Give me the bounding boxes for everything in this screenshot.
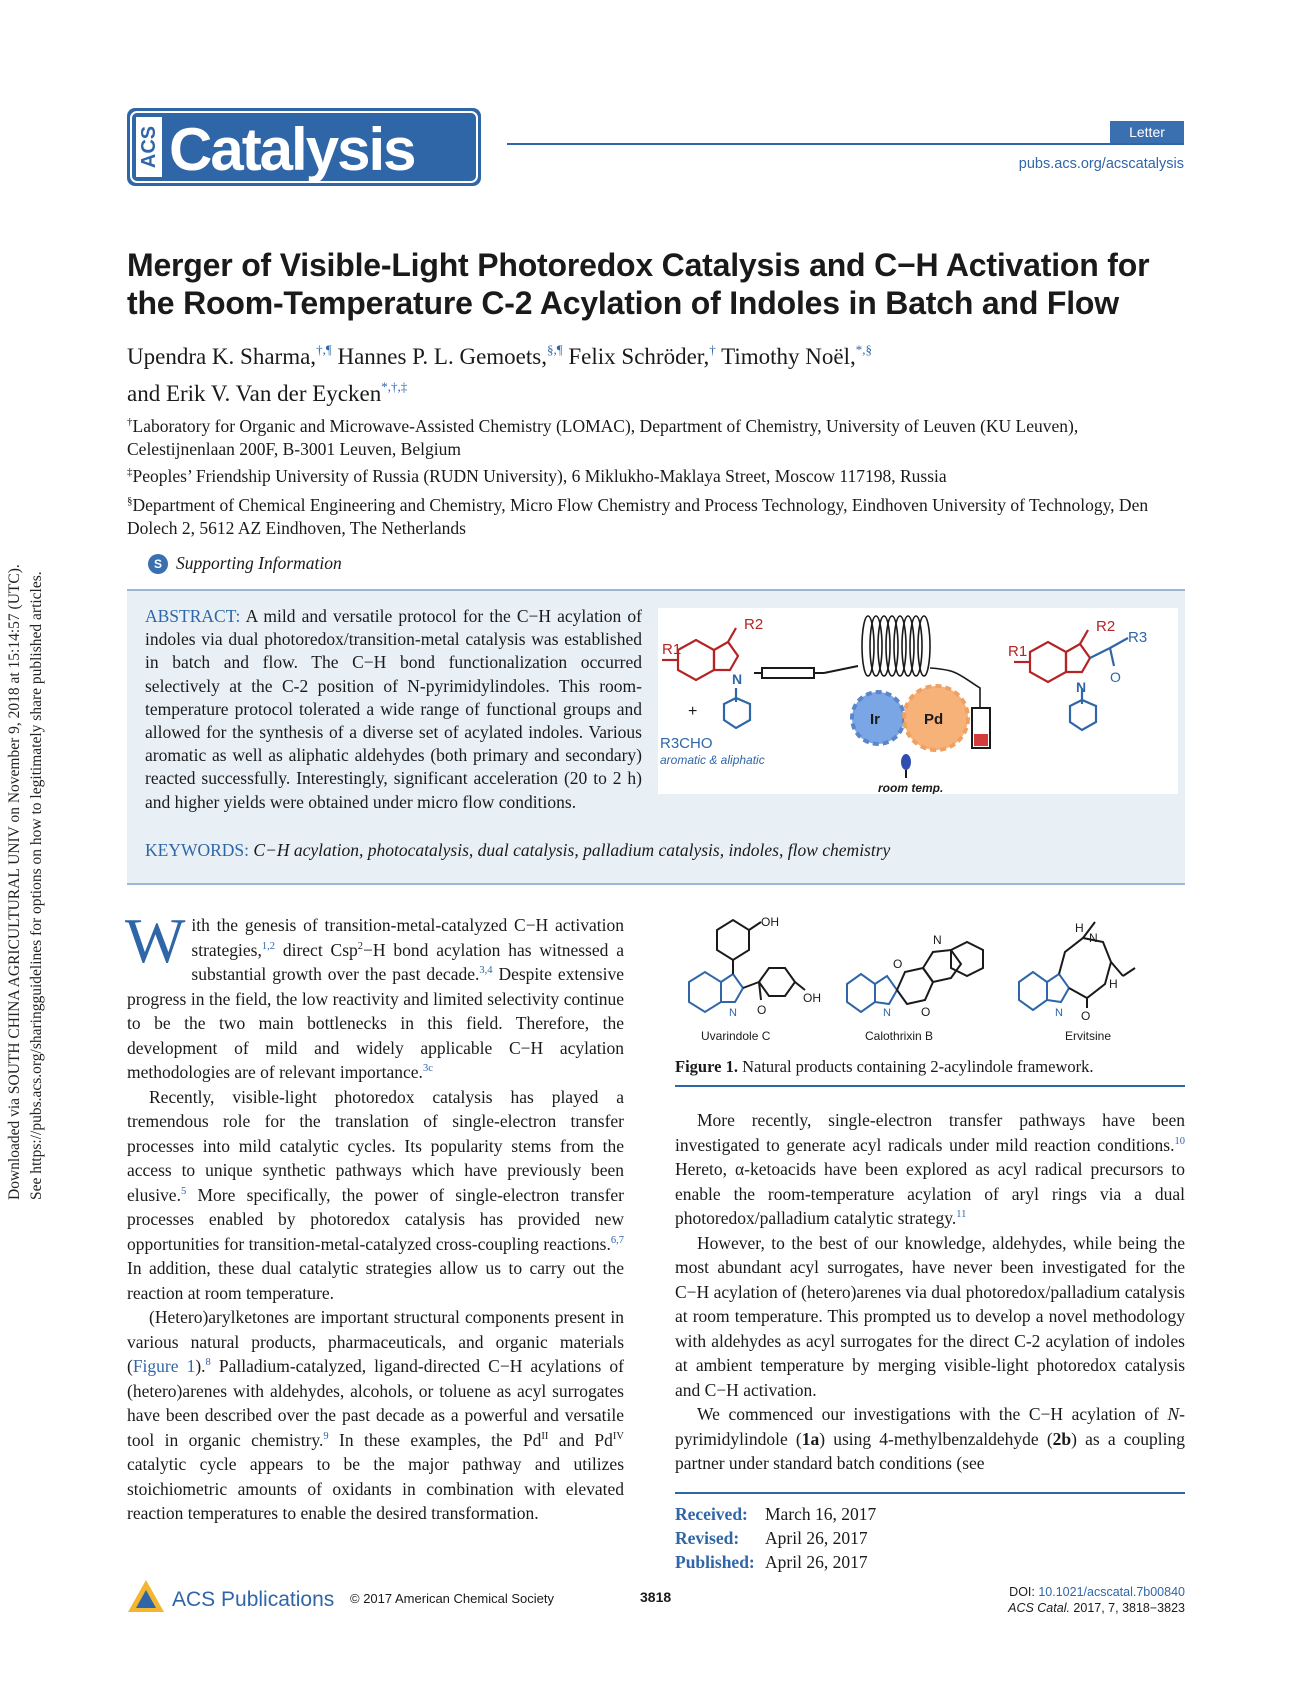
paragraph-text: −H bond acylation has witnessed a substantial growth over the past decade. (191, 939, 624, 984)
drop-cap: W (125, 905, 186, 976)
affiliation-text: Laboratory for Organic and Microwave-Assisted Chemistry (LOMAC), Department of Chemistry, University of Leuven (KU Leuven), Celestijnenlaan 200F, B-3001 Leuven, Belgium (127, 416, 1079, 459)
citation-journal: ACS Catal. (1008, 1601, 1070, 1615)
oh-label: OH (803, 991, 821, 1005)
citation-link[interactable]: 3c (422, 1063, 433, 1074)
paragraph-text: ) as a coupling partner under standard batch conditions (see (675, 1428, 1185, 1473)
paragraph-text: and Pd (548, 1429, 613, 1450)
author-affil-mark[interactable]: §,¶ (546, 342, 563, 357)
citation-link[interactable]: 8 (205, 1357, 211, 1368)
room-temp-label: room temp. (878, 781, 944, 794)
paragraph-text: ith the genesis of transition-metal-catalyzed C−H activation strategies, (191, 915, 624, 960)
author-name[interactable]: Timothy Noël, (721, 344, 856, 369)
logo-catalysis-text: Catalysis (169, 116, 415, 183)
abstract-label: ABSTRACT: (145, 606, 241, 626)
figure-caption-label: Figure 1. (675, 1057, 738, 1076)
ir-label: Ir (870, 711, 881, 728)
toc-graphic (658, 608, 1178, 794)
pyrimidine-ring (724, 688, 750, 728)
paragraph-text: ) using 4-methylbenzaldehyde ( (819, 1428, 1053, 1449)
logo-acs-text: ACS (138, 125, 160, 169)
paragraph-text: catalytic cycle appears to be the major pathway and utilizes stoichiometric amounts of oxidants in combination with elevated reaction temperatures to enable the desired transformation. (127, 1454, 624, 1523)
affiliation-mark: § (127, 495, 133, 507)
dates-rule (675, 1492, 1185, 1494)
affiliation-mark: † (127, 416, 133, 428)
product-n-label: N (1076, 679, 1087, 695)
download-notice-line2: See https://pubs.acs.org/sharingguidelines for options on how to legitimately share published articles. (28, 571, 45, 1200)
keywords-list: C−H acylation, photocatalysis, dual catalysis, palladium catalysis, indoles, flow chemistry (253, 840, 891, 860)
figure-1-caption (675, 1057, 1185, 1077)
supporting-info-link[interactable] (148, 553, 342, 574)
paragraph (125, 905, 624, 1085)
doi-label: DOI: (1009, 1585, 1039, 1599)
author-affil-mark[interactable]: *,†,‡ (381, 379, 408, 394)
pd-label: Pd (924, 711, 944, 728)
acs-publications-logo[interactable] (126, 1578, 336, 1618)
date-value: April 26, 2017 (765, 1528, 868, 1548)
nh-label: N (729, 1007, 737, 1019)
citation-link[interactable]: 3,4 (479, 965, 493, 976)
italic-text: N (1167, 1404, 1180, 1424)
download-notice (0, 0, 60, 1705)
abstract-body: A mild and versatile protocol for the C−H acylation of indoles via dual photoredox/transition-metal catalysis was established in batch and flow. The C−H bond functionalization occurred selectively at the C-2 position of N-pyrimidylindoles. This room-temperature protocol tolerated a wide range of functional groups and allowed for the synthesis of a diverse set of acylated indoles. Various aromatic as well as aliphatic aldehydes (both primary and secondary) reacted successfully. Interestingly, significant acceleration (20 to 2 h) and higher yields were obtained under micro flow conditions. (145, 606, 642, 812)
date-label: Revised: (675, 1528, 740, 1548)
keywords-label: KEYWORDS: (145, 840, 250, 860)
left-column (125, 905, 625, 1526)
superscript: II (541, 1430, 549, 1442)
r1-label: R1 (662, 641, 682, 658)
citation-link[interactable]: 1,2 (261, 940, 275, 952)
paragraph-text: Recently, visible-light photoredox catalysis has played a tremendous role for the translation of single-electron transfer processes into mild catalytic cycles. Its popularity stems from the access to unique synthetic pathways which have previously been elusive. (127, 1086, 624, 1205)
citation-link[interactable]: 6,7 (610, 1234, 624, 1246)
citation-link[interactable]: 10 (1174, 1135, 1185, 1147)
article-type-badge: Letter (1110, 121, 1184, 143)
collection-vial (972, 708, 990, 748)
paragraph-text: In addition, these dual catalytic strategies allow us to carry out the reaction at room temperature. (127, 1258, 624, 1303)
paragraph-text: Despite extensive progress in the field, the low reactivity and limited selectivity continue to be the two main bottlenecks in this field. Therefore, the development of mild and widely applicable C−H acylation methodologies are of relevant importance. (127, 964, 624, 1082)
plus-sign: + (688, 703, 698, 720)
h-label: H (1075, 921, 1084, 935)
page-number: 3818 (640, 1589, 672, 1605)
paragraph-text: Palladium-catalyzed, ligand-directed C−H acylations of (hetero)arenes with aldehydes, alcohols, or toluene as acyl surrogates have been described over the past decade as a powerful and versatile tool in organic chemistry. (127, 1356, 624, 1450)
supporting-info-label: Supporting Information (176, 553, 342, 573)
figure-link[interactable]: Figure 1 (132, 1356, 196, 1376)
doi-block (1008, 1584, 1185, 1616)
journal-logo[interactable] (127, 108, 481, 186)
product-r1-label: R1 (1008, 643, 1028, 660)
author-name[interactable]: Upendra K. Sharma, (127, 344, 317, 369)
date-row (675, 1526, 1185, 1550)
citation-info: 2017, 7, 3818−3823 (1069, 1601, 1185, 1615)
compound-name: Calothrixin B (865, 1029, 934, 1043)
supporting-info-icon: S (148, 554, 168, 574)
indole-n-label: N (732, 671, 743, 687)
compound-ref: 1a (801, 1428, 820, 1449)
download-notice-line1: Downloaded via SOUTH CHINA AGRICULTURAL UNIV on November 9, 2018 at 15:14:57 (UTC). (6, 564, 23, 1200)
keywords-row (145, 840, 1165, 861)
paragraph-text: More specifically, the power of single-electron transfer processes enabled by photoredox catalysis has provided new opportunities for transition-metal-catalyzed cross-coupling reactions. (127, 1184, 624, 1254)
paragraph (127, 1305, 624, 1526)
nh-label: N (883, 1007, 891, 1019)
abstract-text (145, 605, 642, 814)
date-label: Received: (675, 1504, 748, 1524)
affiliation (127, 461, 1187, 488)
product-r2-label: R2 (1096, 618, 1116, 635)
n-label: N (1089, 931, 1098, 945)
date-row (675, 1550, 1185, 1574)
aldehyde-note: aromatic & aliphatic (660, 753, 765, 767)
author-affil-mark[interactable]: † (709, 342, 716, 357)
citation-link[interactable]: 11 (956, 1209, 967, 1220)
paragraph (675, 1231, 1185, 1403)
article-title: Merger of Visible-Light Photoredox Catalysis and C−H Activation for the Room-Temperature C-2 Acylation of Indoles in Batch and Flow (127, 247, 1150, 321)
ervitsine-structure (1019, 922, 1135, 1010)
paragraph-text: (Hetero)arylketones are important structural components present in various natural products, pharmaceuticals, and organic materials ( (127, 1307, 624, 1376)
affiliation (127, 490, 1187, 540)
author-name[interactable]: Hannes P. L. Gemoets, (337, 344, 547, 369)
author-affil-mark[interactable]: †,¶ (316, 342, 332, 357)
article-dates (675, 1502, 1185, 1574)
doi-link[interactable]: 10.1021/acscatal.7b00840 (1038, 1585, 1185, 1599)
header-rule (507, 143, 1184, 145)
product-r3-label: R3 (1128, 629, 1148, 646)
superscript: IV (612, 1430, 625, 1442)
o-label: O (893, 957, 903, 971)
author-name[interactable]: Felix Schröder, (568, 344, 710, 369)
syringe (754, 666, 858, 678)
affiliation-mark: ‡ (127, 466, 133, 478)
figure-1-graphic (675, 912, 1185, 1052)
paragraph (675, 1108, 1185, 1231)
paragraph-text: -pyrimidylindole ( (675, 1404, 1185, 1449)
author-name[interactable]: and Erik V. Van der Eycken (127, 381, 382, 406)
o-label: O (921, 1005, 931, 1019)
compound-name: Uvarindole C (701, 1029, 771, 1043)
affiliation-text: Department of Chemical Engineering and Chemistry, Micro Flow Chemistry and Process Technology, Eindhoven University of Technology, Den Dolech 2, 5612 AZ Eindhoven, The Netherlands (127, 495, 1149, 538)
paragraph (127, 1085, 624, 1306)
aldehyde-label: R3CHO (660, 735, 713, 752)
right-column (675, 1108, 1185, 1476)
date-label: Published: (675, 1552, 755, 1572)
paragraph-text: We commenced our investigations with the C−H acylation of (697, 1404, 1168, 1424)
oh-label: OH (761, 915, 779, 929)
product-o-label: O (1110, 669, 1121, 685)
figure-rule (675, 1085, 1185, 1087)
calothrixin-structure (847, 942, 983, 1012)
citation-link[interactable]: 5 (180, 1185, 187, 1197)
author-list (127, 335, 1187, 409)
publisher-name: ACS Publications (172, 1588, 335, 1611)
paragraph-text: However, to the best of our knowledge, aldehydes, while being the most abundant acyl surrogates, have never been investigated for the C−H acylation of (hetero)arenes via dual photoredox/palladium catalysis at room temperature. This prompted us to develop a novel methodology with aldehydes as acyl surrogates for the direct C-2 acylation of indoles at ambient temperature by merging visible-light photoredox catalysis and C−H activation. (675, 1232, 1185, 1400)
compound-ref: 2b (1052, 1428, 1072, 1449)
paragraph-text: ). (195, 1356, 206, 1376)
date-row (675, 1502, 1185, 1526)
n-label: N (933, 933, 942, 947)
uvarindole-structure (689, 920, 805, 1012)
author-affil-mark[interactable]: *,§ (855, 342, 872, 357)
superscript: 2 (357, 940, 364, 952)
paragraph-text: More recently, single-electron transfer pathways have been investigated to generate acyl radicals under mild reaction conditions. (675, 1110, 1185, 1155)
figure-caption-text: Natural products containing 2-acylindole framework. (742, 1057, 1094, 1076)
paragraph-text: In these examples, the Pd (328, 1429, 542, 1450)
h-label: H (1109, 977, 1118, 991)
date-value: April 26, 2017 (765, 1552, 868, 1572)
r2-label: R2 (744, 616, 764, 633)
o-label: O (757, 1003, 767, 1017)
journal-url-link[interactable]: pubs.acs.org/acscatalysis (1018, 156, 1184, 172)
paragraph (675, 1402, 1185, 1476)
affiliation (127, 411, 1187, 461)
date-value: March 16, 2017 (765, 1504, 877, 1524)
paragraph-text: Hereto, α-ketoacids have been explored as acyl radical precursors to enable the room-temperature acylation of aryl rings via a dual photoredox/palladium catalytic strategy. (675, 1159, 1185, 1228)
copyright: © 2017 American Chemical Society (350, 1591, 554, 1606)
paragraph-text: direct Csp (275, 939, 358, 960)
affiliation-text: Peoples’ Friendship University of Russia (RUDN University), 6 Miklukho-Maklaya Street, Moscow 117198, Russia (132, 466, 947, 486)
citation-link[interactable]: 9 (323, 1430, 329, 1442)
light-bulb (901, 754, 911, 778)
nh-label: N (1055, 1007, 1063, 1019)
compound-name: Ervitsine (1065, 1029, 1112, 1043)
o-label: O (1081, 1009, 1091, 1023)
